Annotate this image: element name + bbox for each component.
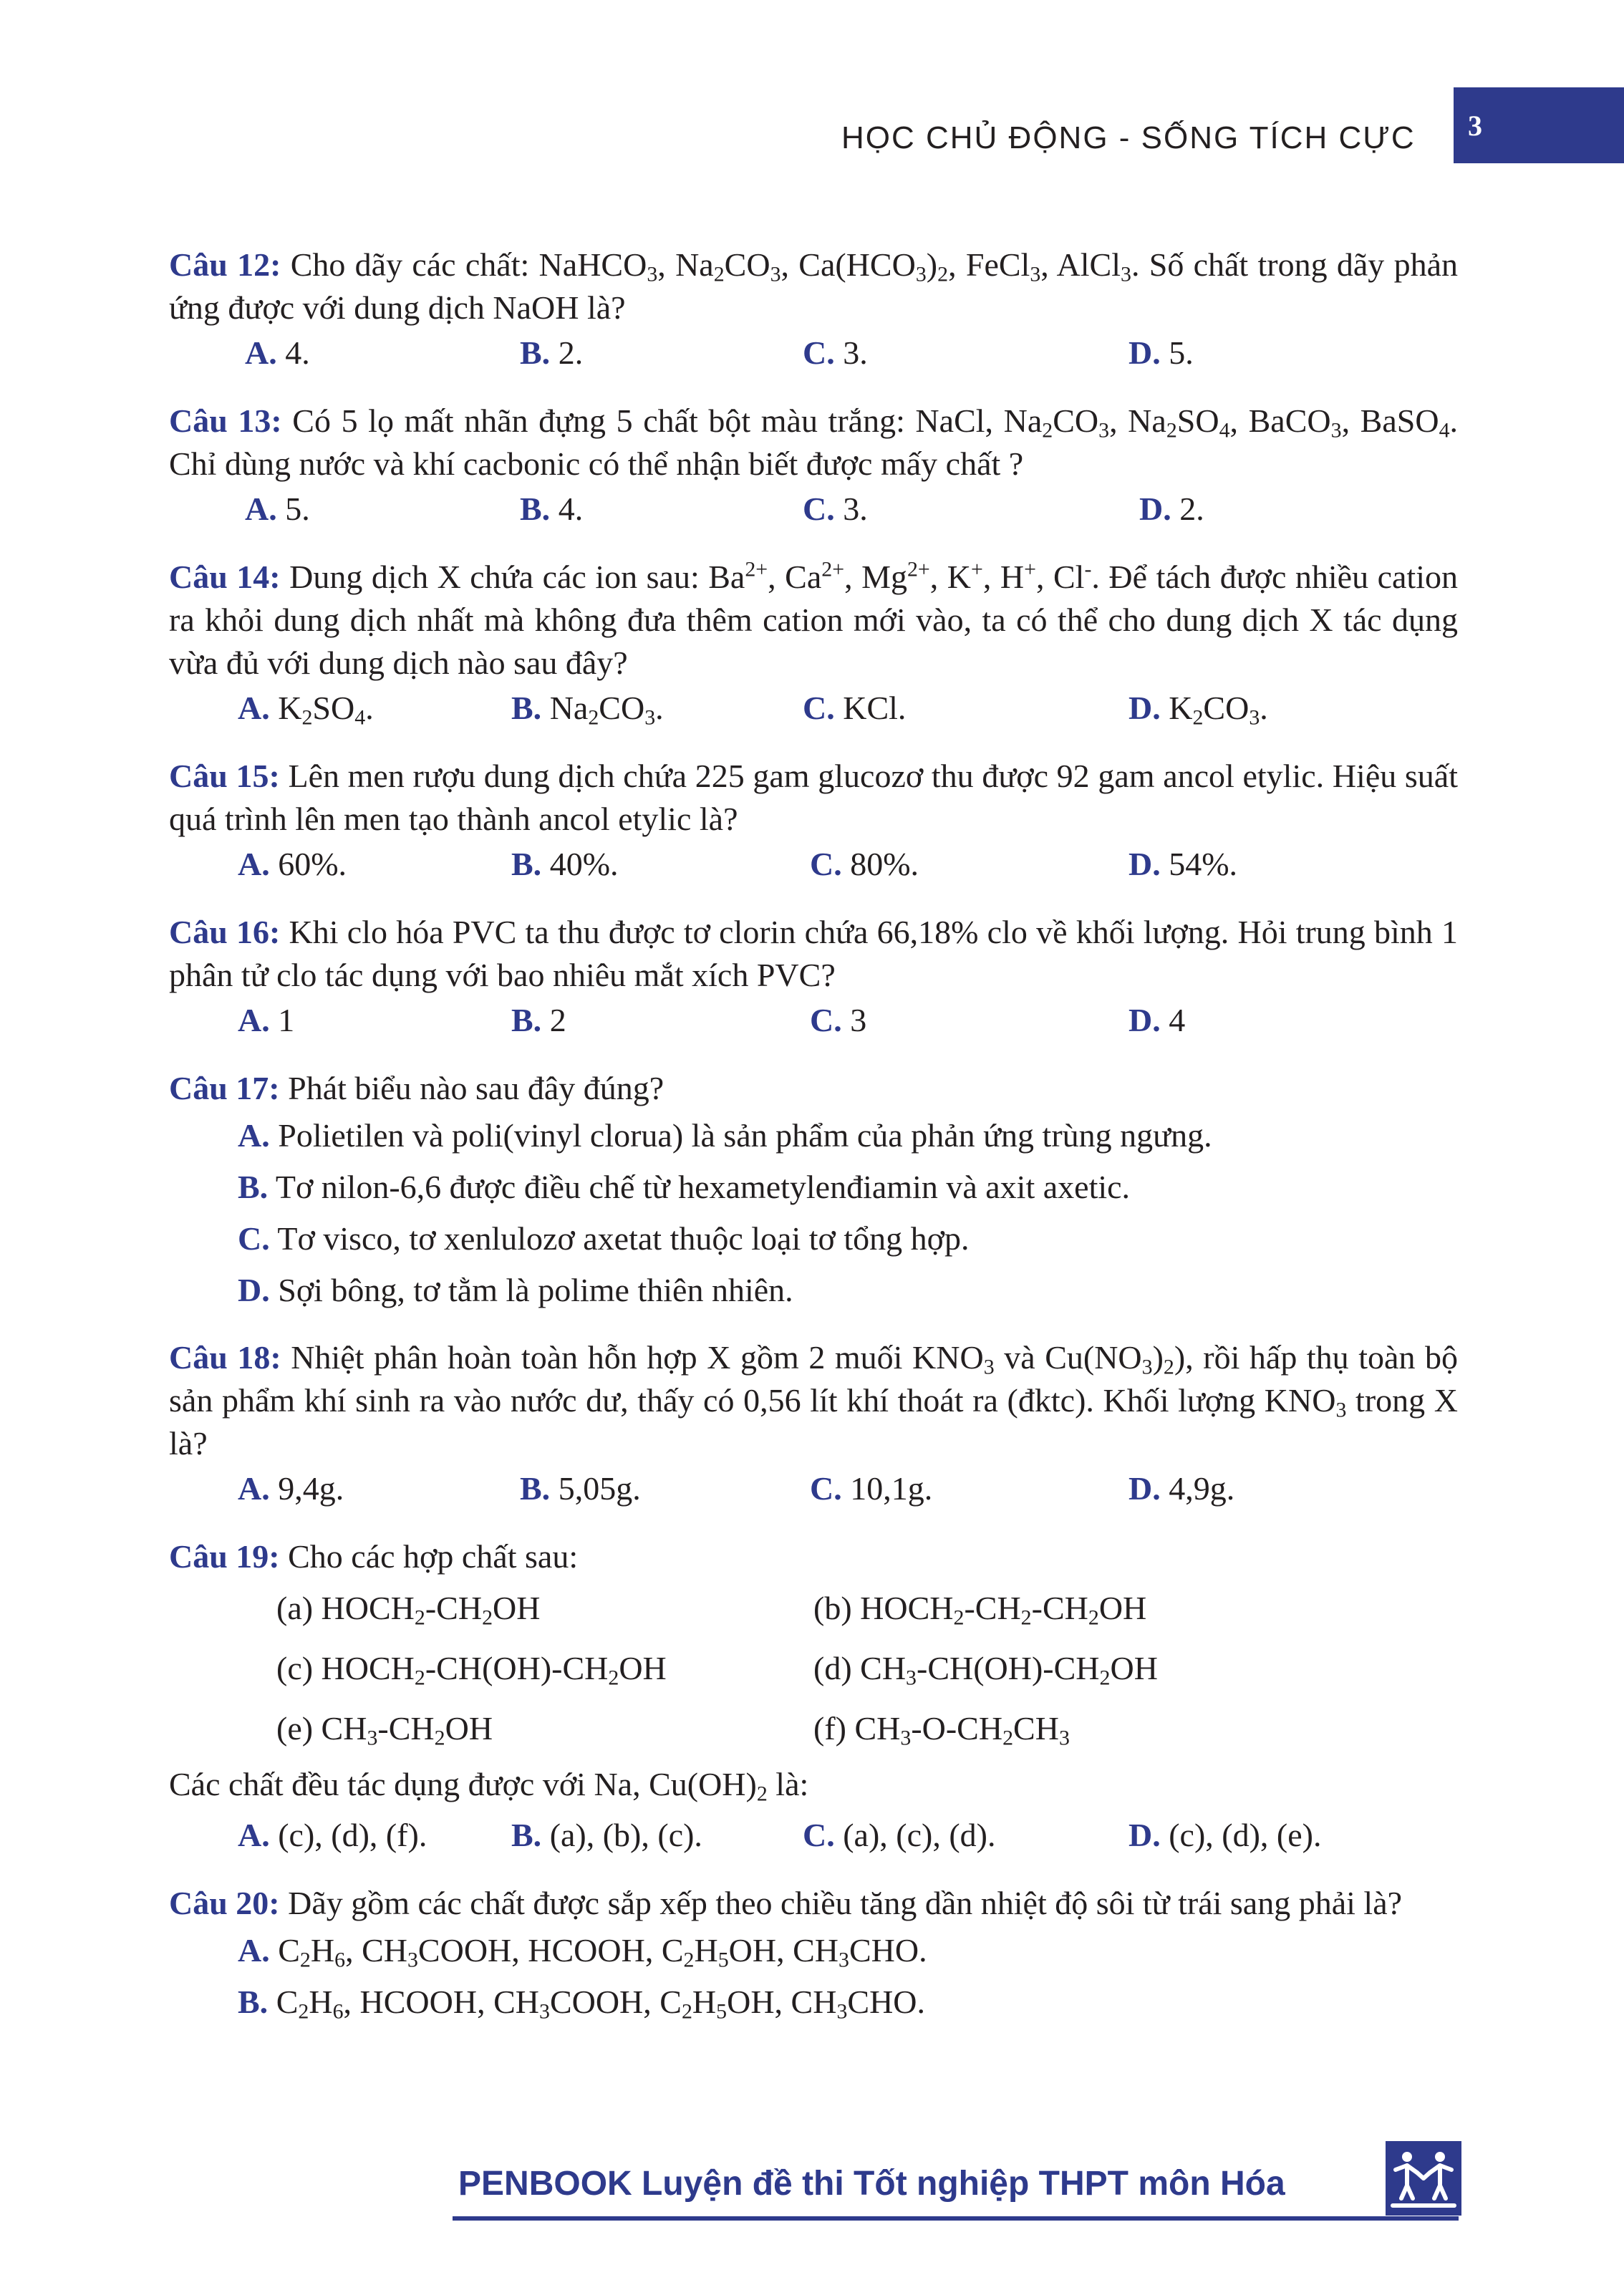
answer-option[interactable]: B. 5,05g. <box>520 1470 641 1507</box>
question-label: Câu 12: <box>169 246 281 283</box>
question-label: Câu 14: <box>169 559 281 595</box>
compound-d: (d) $CH_3-CH(OH)-CH_2OH$ <box>813 1650 1158 1690</box>
compound-e: (e) $CH_3-CH_2OH$ <box>276 1710 493 1750</box>
compound-a: (a) $HOCH_2-CH_2OH$ <box>276 1590 541 1630</box>
answer-option[interactable]: A. (c), (d), (f). <box>238 1817 427 1853</box>
answer-option[interactable]: B. Tơ nilon-6,6 được điều chế từ hexametylenđiamin và axit axetic. <box>238 1169 1131 1205</box>
answer-options <box>169 486 1458 533</box>
question-17: Câu 17: Phát biểu nào sau đây đúng? <box>169 1070 664 1106</box>
answer-option[interactable]: D. $K_2CO_3$. <box>1128 690 1268 730</box>
answer-options <box>169 1465 1458 1512</box>
compound-b: (b) $HOCH_2-CH_2-CH_2OH$ <box>813 1590 1147 1630</box>
question-label: Câu 17: <box>169 1070 280 1106</box>
compound-row <box>169 1638 1458 1699</box>
question-19-stem: Các chất đều tác dụng được với Na, $Cu(OH)_2$ là: <box>169 1766 809 1806</box>
page-number-badge <box>1454 87 1624 163</box>
answer-option[interactable]: A. $K_2SO_4$. <box>238 690 374 730</box>
answer-option[interactable]: A. 4. <box>245 334 310 371</box>
question-label: Câu 16: <box>169 914 281 950</box>
answer-options <box>169 1110 1458 1316</box>
answer-option[interactable]: D. Sợi bông, tơ tằm là polime thiên nhiên. <box>238 1272 793 1308</box>
answer-option[interactable]: C. 10,1g. <box>810 1470 933 1507</box>
answer-option[interactable]: A. 9,4g. <box>238 1470 344 1507</box>
answer-option[interactable]: D. 5. <box>1128 334 1194 371</box>
question-list <box>169 243 1458 2028</box>
answer-option[interactable]: D. 4,9g. <box>1128 1470 1235 1507</box>
answer-options <box>169 329 1458 377</box>
question-19: Câu 19: Cho các hợp chất sau: <box>169 1538 579 1575</box>
answer-option[interactable]: B. 2 <box>511 1002 566 1038</box>
question-label: Câu 19: <box>169 1538 280 1575</box>
question-label: Câu 15: <box>169 758 280 794</box>
question-13: Câu 13: Có 5 lọ mất nhãn đựng 5 chất bột màu trắng: NaCl, $Na_2CO_3$, $Na_2SO_4$, BaCO$_3$, BaSO$_4$. Chỉ dùng nước và khí cacbonic có thể nhận biết được mấy chất ? <box>169 402 1459 482</box>
question-20: Câu 20: Dãy gồm các chất được sắp xếp theo chiều tăng dần nhiệt độ sôi từ trái sang phải là? <box>169 1885 1403 1921</box>
answer-option[interactable]: C. 3 <box>810 1002 867 1038</box>
answer-options <box>169 1925 1458 2028</box>
answer-options <box>169 997 1458 1044</box>
answer-option[interactable]: D. 4 <box>1128 1002 1186 1038</box>
answer-option[interactable]: D. 2. <box>1139 491 1204 527</box>
answer-option[interactable]: A. Polietilen và poli(vinyl clorua) là sản phẩm của phản ứng trùng ngưng. <box>238 1117 1212 1154</box>
question-15: Câu 15: Lên men rượu dung dịch chứa 225 gam glucozơ thu được 92 gam ancol etylic. Hiệu suất quá trình lên men tạo thành ancol etylic là? <box>169 758 1459 837</box>
answer-option[interactable]: C. KCl. <box>803 690 907 726</box>
answer-options <box>169 685 1458 732</box>
answer-option[interactable]: A. $C_2H_6$, $CH_3COOH$, HCOOH, $C_2H_5OH$, $CH_3CHO$. <box>238 1932 927 1972</box>
footer-divider <box>453 2216 1459 2221</box>
answer-option[interactable]: B. 2. <box>520 334 584 371</box>
compound-c: (c) $HOCH_2-CH(OH)-CH_2OH$ <box>276 1650 667 1690</box>
answer-option[interactable]: D. 54%. <box>1128 846 1238 882</box>
answer-option[interactable]: C. Tơ visco, tơ xenlulozơ axetat thuộc loại tơ tổng hợp. <box>238 1220 970 1257</box>
question-14: Câu 14: Dung dịch X chứa các ion sau: $Ba^{2+}$, $Ca^{2+}$, $Mg^{2+}$, K+, H+, Cl-. Để tách được nhiều cation ra khỏi dung dịch nhất mà không đưa thêm cation mới vào, ta có thể cho dung dịch X tác dụng vừa đủ với dung dịch nào sau đây? <box>169 557 1458 681</box>
answer-option[interactable]: C. (a), (c), (d). <box>803 1817 996 1853</box>
answer-option[interactable]: D. (c), (d), (e). <box>1128 1817 1322 1853</box>
answer-option[interactable]: A. 1 <box>238 1002 295 1038</box>
answer-option[interactable]: B. $C_2H_6$, HCOOH, $CH_3COOH$, $C_2H_5OH$, $CH_3CHO$. <box>238 1984 926 2024</box>
people-logo-icon <box>1386 2141 1461 2216</box>
footer-title: PENBOOK Luyện đề thi Tốt nghiệp THPT môn Hóa <box>458 2165 1285 2203</box>
question-16: Câu 16: Khi clo hóa PVC ta thu được tơ clorin chứa 66,18% clo về khối lượng. Hỏi trung bình 1 phân tử clo tác dụng với bao nhiêu mắt xích PVC? <box>169 914 1459 993</box>
answer-options <box>169 841 1458 888</box>
answer-option[interactable]: B. 40%. <box>511 846 619 882</box>
compound-f: (f) $CH_3-O-CH_2CH_3$ <box>813 1710 1070 1750</box>
compound-row <box>169 1578 1458 1638</box>
answer-option[interactable]: B. 4. <box>520 491 584 527</box>
answer-option[interactable]: C. 3. <box>803 334 868 371</box>
answer-option[interactable]: C. 3. <box>803 491 868 527</box>
page-number: 3 <box>1468 110 1482 142</box>
answer-option[interactable]: A. 5. <box>245 491 310 527</box>
answer-options <box>169 1812 1458 1859</box>
question-label: Câu 13: <box>169 402 282 439</box>
answer-option[interactable]: B. $Na_2CO_3$. <box>511 690 664 730</box>
question-label: Câu 18: <box>169 1339 281 1376</box>
people-logo-icon <box>1386 2141 1461 2216</box>
compound-row <box>169 1699 1458 1759</box>
answer-option[interactable]: B. (a), (b), (c). <box>511 1817 702 1853</box>
answer-option[interactable]: A. 60%. <box>238 846 347 882</box>
question-12: Câu 12: Cho dãy các chất: NaHCO$_3$, $Na_2CO_3$, $Ca(HCO_3)_2$, FeCl$_3$, AlCl$_3$. Số chất trong dãy phản ứng được với dung dịch NaOH là? <box>169 246 1458 326</box>
question-label: Câu 20: <box>169 1885 280 1921</box>
question-18: Câu 18: Nhiệt phân hoàn toàn hỗn hợp X gồm 2 muối $KNO_3$ và $Cu(NO_3)_2$), rồi hấp thụ toàn bộ sản phẩm khí sinh ra vào nước dư, thấy có 0,56 lít khí thoát ra (đktc). Khối lượng $KNO_3$ trong X là? <box>169 1339 1459 1462</box>
answer-option[interactable]: C. 80%. <box>810 846 919 882</box>
header-title: HỌC CHỦ ĐỘNG - SỐNG TÍCH CỰC <box>841 120 1416 155</box>
